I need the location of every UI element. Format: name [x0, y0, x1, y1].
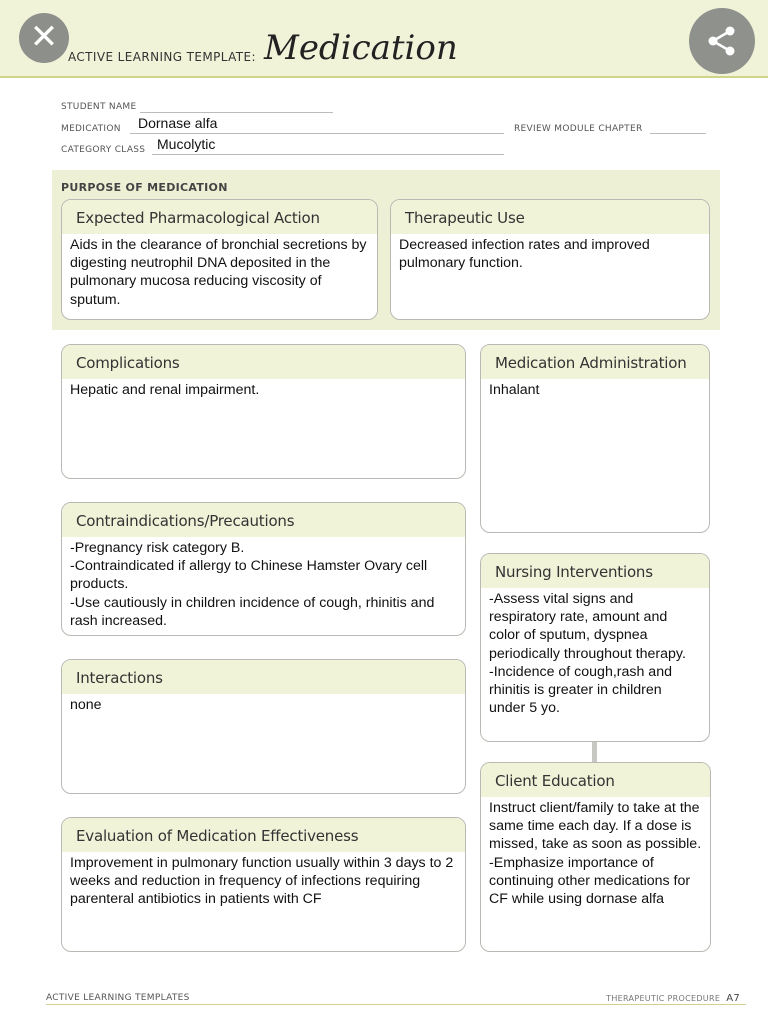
nursing-interventions-text[interactable]: -Assess vital signs and respiratory rate, amount and color of sputum, dyspnea periodically throughout therapy. -Incidence of cough,rash and rhinitis is greater in children under 5 yo. [489, 591, 686, 717]
category-line [152, 154, 504, 155]
review-chapter-line[interactable] [650, 133, 706, 134]
interactions-text[interactable]: none [70, 697, 102, 713]
complications-title: Complications [62, 345, 465, 379]
interactions-card [61, 659, 466, 794]
template-header [0, 0, 768, 78]
contraindications-card [61, 502, 466, 636]
medication-line [130, 133, 504, 134]
nursing-interventions-title: Nursing Interventions [481, 554, 709, 588]
therapeutic-use-card [390, 199, 710, 320]
category-label: CATEGORY CLASS [61, 145, 146, 155]
close-button[interactable] [19, 13, 69, 63]
contraindications-title: Contraindications/Precautions [62, 503, 465, 537]
expected-action-card [61, 199, 378, 320]
interactions-title: Interactions [62, 660, 465, 694]
evaluation-title: Evaluation of Medication Effectiveness [62, 818, 465, 852]
complications-card [61, 344, 466, 479]
client-education-card [480, 762, 711, 952]
review-chapter-label: REVIEW MODULE CHAPTER [514, 124, 643, 134]
share-icon[interactable] [706, 25, 738, 57]
header-label: ACTIVE LEARNING TEMPLATE: [68, 50, 256, 64]
category-field[interactable]: Mucolytic [157, 136, 216, 152]
page-number: A7 [726, 993, 740, 1004]
close-icon[interactable]: ✕ [29, 17, 59, 57]
student-name-line [140, 112, 333, 113]
complications-text[interactable]: Hepatic and renal impairment. [70, 382, 260, 398]
medication-label: MEDICATION [61, 124, 121, 134]
expected-action-text[interactable]: Aids in the clearance of bronchial secretions by digesting neutrophil DNA deposited in the pulmonary mucosa reducing viscosity of sputum. [70, 237, 367, 308]
medication-field[interactable]: Dornase alfa [138, 115, 218, 131]
page-title: Medication [264, 28, 458, 68]
administration-title: Medication Administration [481, 345, 709, 379]
expected-action-title: Expected Pharmacological Action [62, 200, 377, 234]
footer-right [606, 993, 740, 1004]
evaluation-text[interactable]: Improvement in pulmonary function usually within 3 days to 2 weeks and reduction in frequency of infections requiring parenteral antibiotics in patients with CF [70, 855, 454, 908]
evaluation-card [61, 817, 466, 952]
client-education-text[interactable]: Instruct client/family to take at the same time each day. If a dose is missed, take as soon as possible. -Emphasize importance of continuing other medications for CF while using dornase alfa [489, 800, 702, 908]
therapeutic-use-text[interactable]: Decreased infection rates and improved pulmonary function. [399, 237, 650, 272]
footer-left-label: ACTIVE LEARNING TEMPLATES [46, 993, 190, 1003]
administration-card [480, 344, 710, 533]
nursing-interventions-card [480, 553, 710, 742]
therapeutic-use-title: Therapeutic Use [391, 200, 709, 234]
purpose-title: PURPOSE OF MEDICATION [61, 181, 228, 194]
footer-right-label: THERAPEUTIC PROCEDURE [606, 994, 721, 1003]
footer-rule [46, 1004, 746, 1005]
client-education-title: Client Education [481, 763, 710, 797]
student-name-label: STUDENT NAME [61, 102, 137, 112]
contraindications-text[interactable]: -Pregnancy risk category B. -Contraindicated if allergy to Chinese Hamster Ovary cell products. -Use cautiously in children incidence of cough, rhinitis and rash increased. [70, 540, 435, 629]
share-button[interactable] [689, 8, 755, 74]
administration-text[interactable]: Inhalant [489, 382, 540, 398]
card-connector [592, 742, 597, 762]
